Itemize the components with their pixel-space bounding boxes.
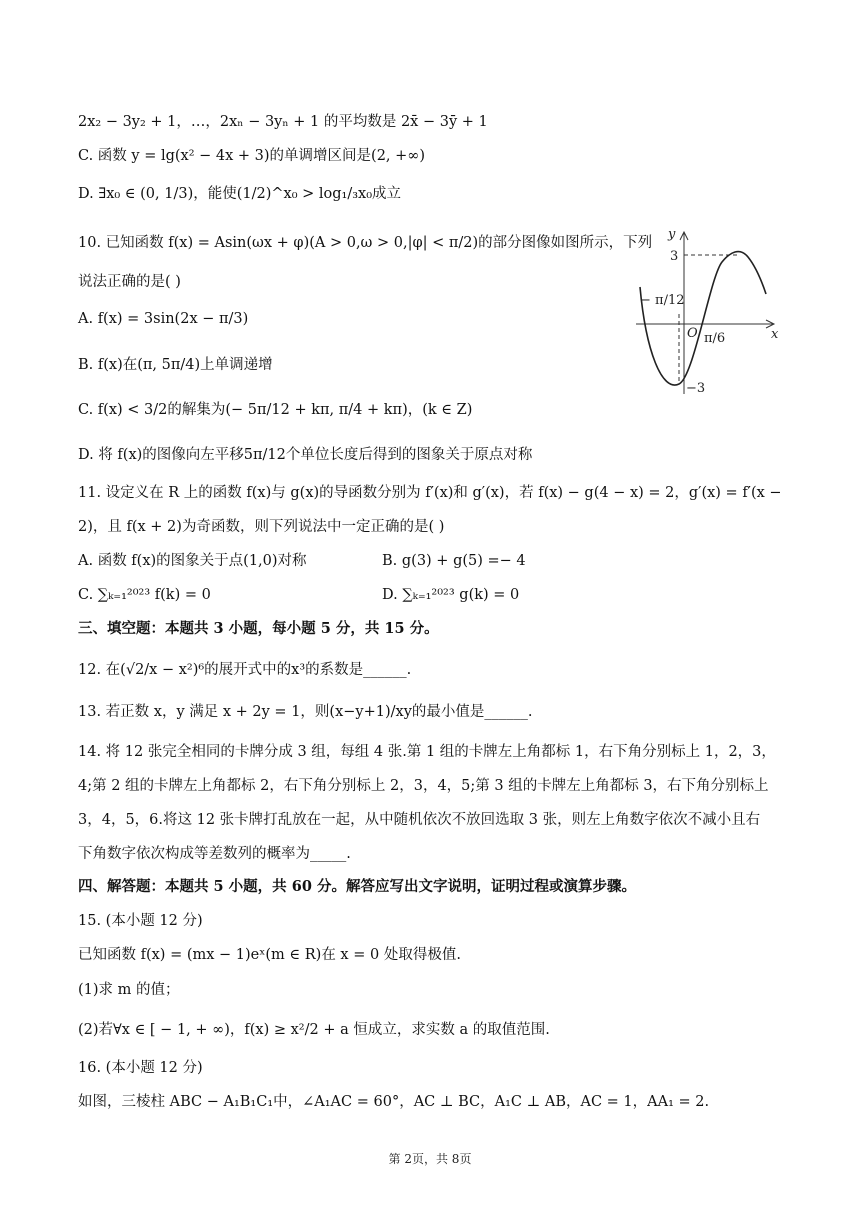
right-tick-label: π/6 <box>704 331 726 346</box>
sine-graph-figure <box>634 222 784 397</box>
line-q13: 13. 若正数 x，y 满足 x + 2y = 1，则(x−y+1)/xy的最小值是______. <box>78 704 533 720</box>
line-q10-c: C. f(x) < 3/2的解集为(− 5π/12 + kπ, π/4 + kπ)，(k ∈ Z) <box>78 402 473 418</box>
line-q11-d: D. ∑ₖ₌₁²⁰²³ g(k) = 0 <box>382 587 520 603</box>
page-footer: 第 2页，共 8页 <box>388 1152 472 1166</box>
section-4-heading: 四、解答题：本题共 5 小题，共 60 分。解答应写出文字说明，证明过程或演算步骤。 <box>78 878 636 895</box>
line-q11-c: C. ∑ₖ₌₁²⁰²³ f(k) = 0 <box>78 587 211 603</box>
section-3-heading: 三、填空题：本题共 3 小题，每小题 5 分，共 15 分。 <box>78 620 439 637</box>
line-q10-stem-cont: 说法正确的是( ) <box>78 274 181 290</box>
origin-label: O <box>687 326 698 341</box>
line-q15-stem: 已知函数 f(x) = (mx − 1)eˣ(m ∈ R)在 x = 0 处取得极值. <box>78 947 461 963</box>
line-q11-stem: 11. 设定义在 R 上的函数 f(x)与 g(x)的导函数分别为 f′(x)和 g′(x)，若 f(x) − g(4 − x) = 2，g′(x) = f′(x − <box>78 485 782 501</box>
line-q10-d: D. 将 f(x)的图像向左平移5π/12个单位长度后得到的图象关于原点对称 <box>78 447 533 463</box>
y-axis-label: y <box>668 227 676 242</box>
min-value-label: −3 <box>686 381 706 396</box>
line-q11-b: B. g(3) + g(5) =− 4 <box>382 553 526 569</box>
line-q14-1: 14. 将 12 张完全相同的卡牌分成 3 组，每组 4 张.第 1 组的卡牌左上角都标 1，右下角分别标上 1，2，3， <box>78 744 776 760</box>
line-q9-c: C. 函数 y = lg(x² − 4x + 3)的单调增区间是(2, +∞) <box>78 148 426 164</box>
line-q12: 12. 在(√2/x − x²)⁶的展开式中的x³的系数是______. <box>78 662 412 678</box>
line-q9-d: D. ∃x₀ ∈ (0, 1/3)，能使(1/2)^x₀ > log₁/₃x₀成立 <box>78 186 402 202</box>
x-axis-label: x <box>771 327 779 342</box>
max-value-label: 3 <box>670 249 679 264</box>
line-q15-part1: (1)求 m 的值； <box>78 982 180 998</box>
line-q16-header: 16. (本小题 12 分) <box>78 1060 203 1076</box>
line-q9-b-cont: 2x₂ − 3y₂ + 1，…，2xₙ − 3yₙ + 1 的平均数是 2x̄ − 3ȳ + 1 <box>78 114 488 130</box>
line-q10-stem: 10. 已知函数 f(x) = Asin(ωx + φ)(A > 0,ω > 0,|φ| < π/2)的部分图像如图所示，下列 <box>78 235 653 251</box>
line-q14-2: 4;第 2 组的卡牌左上角都标 2，右下角分别标上 2，3，4，5;第 3 组的卡牌左上角都标 3，右下角分别标上 <box>78 778 769 794</box>
line-q15-header: 15. (本小题 12 分) <box>78 913 203 929</box>
line-q15-part2: (2)若∀x ∈ [ − 1, + ∞)，f(x) ≥ x²/2 + a 恒成立，求实数 a 的取值范围. <box>78 1022 550 1038</box>
line-q14-3: 3，4，5，6.将这 12 张卡牌打乱放在一起，从中随机依次不放回选取 3 张，则左上角数字依次不减小且右 <box>78 812 761 828</box>
line-q14-4: 下角数字依次构成等差数列的概率为_____. <box>78 846 351 862</box>
line-q10-a: A. f(x) = 3sin(2x − π/3) <box>78 311 249 327</box>
line-q10-b: B. f(x)在(π, 5π/4)上单调递增 <box>78 357 273 373</box>
line-q11-stem-cont: 2)，且 f(x + 2)为奇函数，则下列说法中一定正确的是( ) <box>78 519 445 535</box>
line-q16-stem: 如图，三棱柱 ABC − A₁B₁C₁中，∠A₁AC = 60°，AC ⊥ BC，A₁C ⊥ AB，AC = 1，AA₁ = 2. <box>78 1094 710 1110</box>
line-q11-a: A. 函数 f(x)的图象关于点(1,0)对称 <box>78 553 307 569</box>
left-tick-label: − π/12 <box>640 293 685 308</box>
sine-curve <box>640 252 766 385</box>
